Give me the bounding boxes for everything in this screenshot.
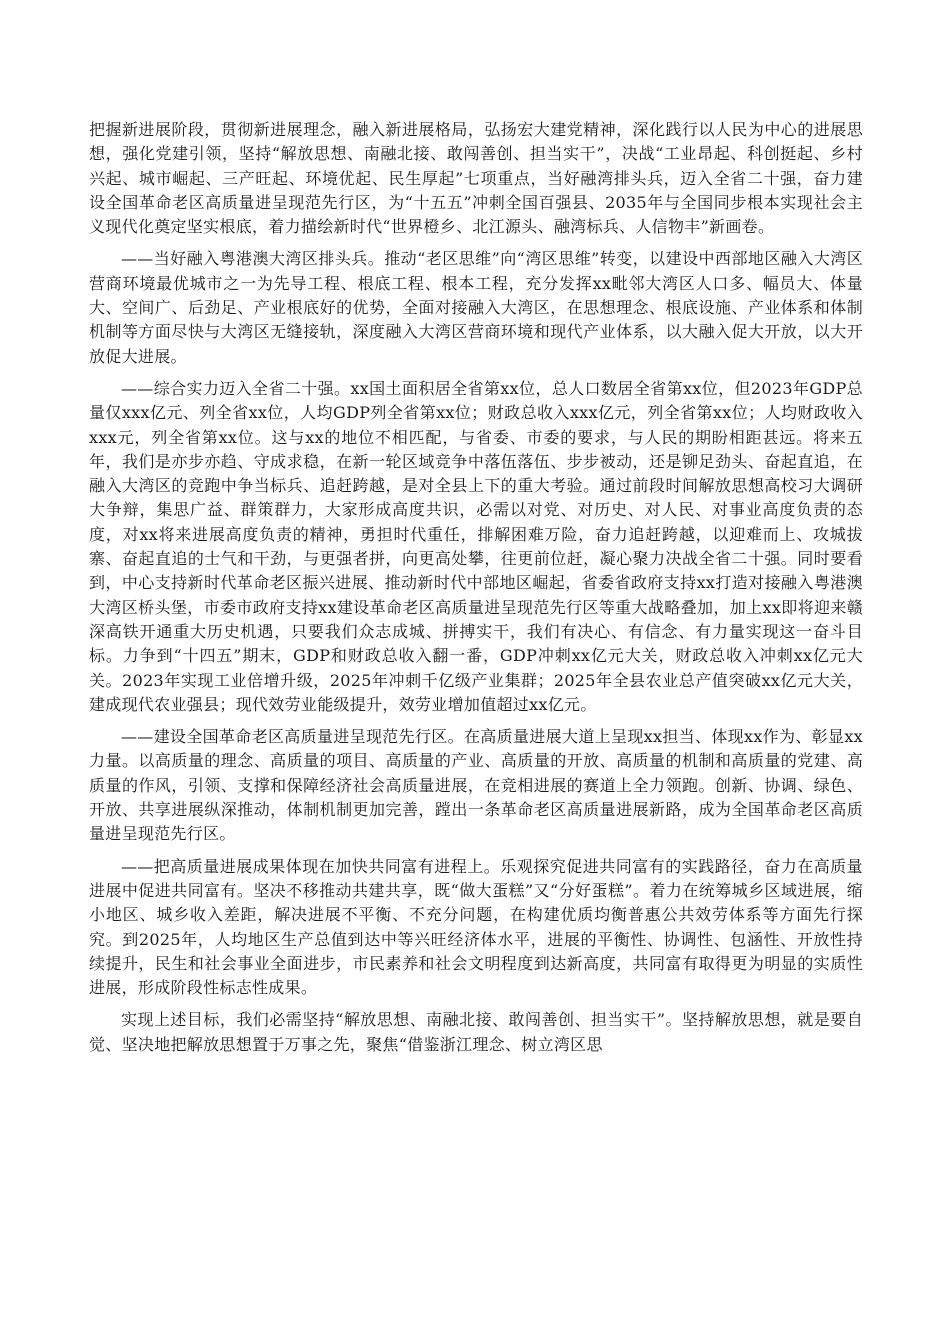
paragraph-common-prosperity: ——把高质量进展成果体现在加快共同富有进程上。乐观探究促进共同富有的实践路径，奋力在高质量进展中促进共同富有。坚决不移推动共建共享，既“做大蛋糕”又“分好蛋糕”。着力在统筹城乡区域进展，缩小地区、城乡收入差距，解决进展不平衡、不充分问题，在构建优质均衡普惠公共效劳体系等方面先行探究。到2025年，人均地区生产总值到达中等兴旺经济体水平，进展的平衡性、协调性、包涵性、开放性持续提升，民生和社会事业全面进步，市民素养和社会文明程度到达新高度，共同富有取得更为明显的实质性进展，形成阶段性标志性成果。	[89, 856, 863, 998]
paragraph-goals-principles: 实现上述目标，我们必需坚持“解放思想、南融北接、敢闯善创、担当实干”。坚持解放思想，就是要自觉、坚决地把解放思想置于万事之先，聚焦“借鉴浙江理念、树立湾区思	[89, 1010, 863, 1054]
document-body	[89, 118, 863, 1065]
paragraph-intro: 把握新进展阶段，贯彻新进展理念，融入新进展格局，弘扬宏大建党精神，深化践行以人民为中心的进展思想，强化党建引领，坚持“解放思想、南融北接、敢闯善创、担当实干”，决战“工业昂起、科创挺起、乡村兴起、城市崛起、三产旺起、环境优起、民生厚起”七项重点，当好融湾排头兵，迈入全省二十强，奋力建设全国革命老区高质量进呈现范先行区，为“十五五”冲刺全国百强县、2035年与全国同步根本实现社会主义现代化奠定坚实根底，着力描绘新时代“世界橙乡、北江源头、融湾标兵、人信物丰”新画卷。	[89, 120, 863, 237]
paragraph-provincial-top-twenty: ——综合实力迈入全省二十强。xx国土面积居全省第xx位，总人口数居全省第xx位，但2023年GDP总量仅xxx亿元、列全省xx位，人均GDP列全省第xx位；财政总收入xxx亿元，列全省第xx位；人均财政收入xxx元，列全省第xx位。这与xx的地位不相匹配，与省委、市委的要求，与人民的期盼相距甚远。将来五年，我们是亦步亦趋、守成求稳，在新一轮区域竞争中落伍落伍、步步被动，还是铆足劲头、奋起直追，在融入大湾区的竞跑中争当标兵、追赶跨越，是对全县上下的重大考验。通过前段时间解放思想高校习大调研大争辩，集思广益、群策群力，大家形成高度共识，必需以对党、对历史、对人民、对事业高度负责的态度，对xx将来进展高度负责的精神，勇担时代重任，排解困难万险，奋力追赶跨越，以迎难而上、攻城拔寨、奋起直追的士气和干劲，与更强者拼，向更高处攀，往更前位赶，凝心聚力决战全省二十强。同时要看到，中心支持新时代革命老区振兴进展、推动新时代中部地区崛起，省委省政府支持xx打造对接融入粤港澳大湾区桥头堡，市委市政府支持xx建设革命老区高质量进呈现范先行区等重大战略叠加，加上xx即将迎来赣深高铁开通重大历史机遇，只要我们众志成城、拼搏实干，我们有决心、有信念、有力量实现这一奋斗目标。力争到“十四五”期末，GDP和财政总收入翻一番，GDP冲刺xx亿元大关，财政总收入冲刺xx亿元大关。2023年实现工业倍增升级，2025年冲刺千亿级产业集群；2025年全县农业总产值突破xx亿元大关，建成现代农业强县；现代效劳业能级提升，效劳业增加值超过xx亿元。	[89, 378, 863, 714]
paragraph-revolutionary-old-area: ——建设全国革命老区高质量进呈现范先行区。在高质量进展大道上呈现xx担当、体现xx作为、彰显xx力量。以高质量的理念、高质量的项目、高质量的产业、高质量的开放、高质量的机制和高质量的党建、高质量的作风，引领、支撑和保障经济社会高质量进展，在竞相进展的赛道上全力领跑。创新、协调、绿色、开放、共享进展纵深推动，体制机制更加完善，蹚出一条革命老区高质量进展新路，成为全国革命老区高质量进呈现范先行区。	[89, 727, 863, 844]
paragraph-greater-bay-area: ——当好融入粤港澳大湾区排头兵。推动“老区思维”向“湾区思维”转变，以建设中西部地区融入大湾区营商环境最优城市之一为先导工程、根底工程、根本工程，充分发挥xx毗邻大湾区人口多、幅员大、体量大、空间广、后劲足、产业根底好的优势，全面对接融入大湾区，在思想理念、根底设施、产业体系和体制机制等方面尽快与大湾区无缝接轨，深度融入大湾区营商环境和现代产业体系，以大融入促大开放，以大开放促大进展。	[89, 249, 863, 366]
